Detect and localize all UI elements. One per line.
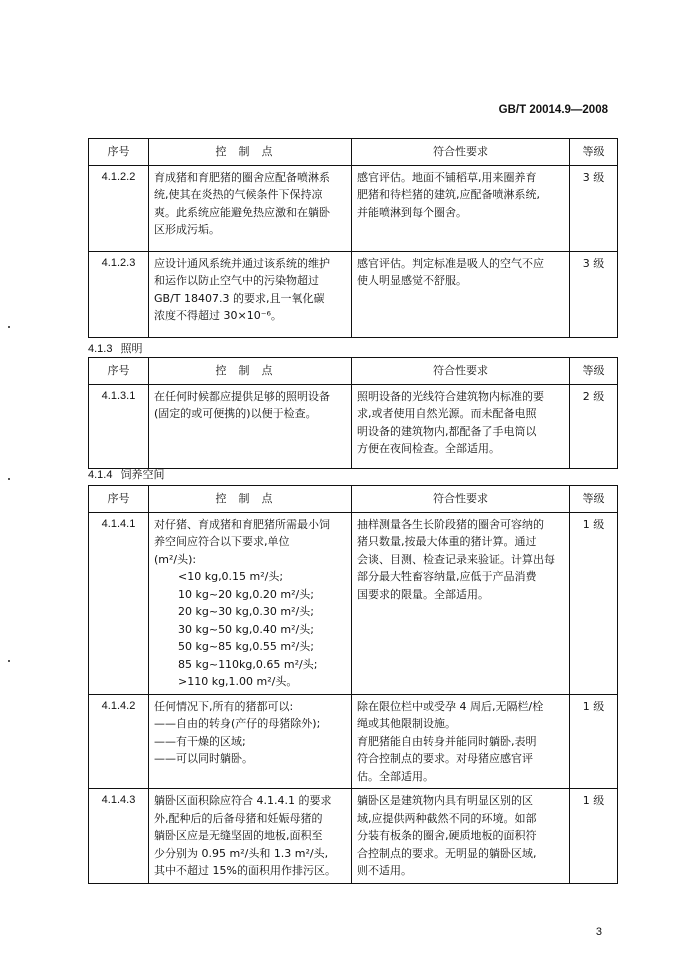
table-row	[89, 789, 618, 884]
col-header-control-point: 控制点	[149, 486, 352, 513]
space-requirement-item: 30 kg~50 kg,0.40 m²/头;	[178, 622, 314, 636]
table-header-row	[89, 486, 618, 513]
row-number: 4.1.4.3	[89, 789, 149, 884]
col-header-grade: 等级	[570, 486, 618, 513]
table-row	[89, 512, 618, 694]
col-header-control-point: 控制点	[149, 358, 352, 385]
col-header-no: 序号	[89, 358, 149, 385]
standard-code: GB/T 20014.9—2008	[498, 104, 608, 116]
grade-cell: 3 级	[570, 251, 618, 337]
control-point-cell: 对仔猪、育成猪和育肥猪所需最小饲 养空间应符合以下要求,单位 (m²/头): <10 kg,0.15 m²/头; 10 kg~20 kg,0.20 m²/头; 20 kg~30 kg,0.30 m²/头; 30 kg~50 kg,0.40 m²/头; 50 kg~85 kg,0.55 m²/头; 85 kg~110kg,0.65 m²/头; >110 kg,1.00 m²/头。	[149, 512, 352, 694]
compliance-cell: 感官评估。地面不铺稻草,用来圈养育 肥猪和待栏猪的建筑,应配备喷淋系统, 并能喷淋到每个圈舍。	[352, 165, 570, 251]
table-4-1-3	[88, 357, 618, 469]
control-point-cell: 应设计通风系统并通过该系统的维护 和运作以防止空气中的污染物超过 GB/T 18407.3 的要求,且一氧化碳 浓度不得超过 30×10⁻⁶。	[149, 251, 352, 337]
section-heading-feeding-space: 4.1.4 饲养空间	[88, 468, 165, 481]
col-header-grade: 等级	[570, 358, 618, 385]
grade-cell: 1 级	[570, 512, 618, 694]
compliance-cell: 除在限位栏中或受孕 4 周后,无隔栏/栓 绳或其他限制设施。 育肥猪能自由转身并能同时躺卧,表明 符合控制点的要求。对母猪应感官评 估。全部适用。	[352, 694, 570, 789]
page-number: 3	[595, 926, 602, 938]
compliance-cell: 抽样测量各生长阶段猪的圈舍可容纳的 猪只数量,按最大体重的猪计算。通过 会谈、目测、检查记录来验证。计算出每 部分最大牲畜容纳量,应低于产品消费 国要求的限量。全部适用。	[352, 512, 570, 694]
scan-margin-mark	[8, 326, 10, 328]
space-requirement-item: 85 kg~110kg,0.65 m²/头;	[178, 657, 318, 671]
control-point-cell: 育成猪和育肥猪的圈舍应配备喷淋系 统,使其在炎热的气候条件下保持凉 爽。此系统应能避免热应激和在躺卧 区形成污垢。	[149, 165, 352, 251]
section-heading-lighting: 4.1.3 照明	[88, 342, 143, 355]
scan-margin-mark	[8, 478, 10, 480]
space-requirement-item: <10 kg,0.15 m²/头;	[178, 570, 284, 583]
space-requirement-item: 50 kg~85 kg,0.55 m²/头;	[178, 640, 314, 653]
col-header-grade: 等级	[570, 139, 618, 166]
col-header-control-point: 控制点	[149, 139, 352, 166]
control-point-cell: 任何情况下,所有的猪都可以: ——自由的转身(产仔的母猪除外); ——有干燥的区域; ——可以同时躺卧。	[149, 694, 352, 789]
row-number: 4.1.3.1	[89, 384, 149, 468]
table-row	[89, 384, 618, 468]
compliance-cell: 感官评估。判定标准是吸人的空气不应 使人明显感觉不舒服。	[352, 251, 570, 337]
col-header-no: 序号	[89, 139, 149, 166]
col-header-compliance: 符合性要求	[352, 139, 570, 166]
grade-cell: 3 级	[570, 165, 618, 251]
table-header-row	[89, 139, 618, 166]
row-number: 4.1.4.1	[89, 512, 149, 694]
table-4-1-2	[88, 138, 618, 338]
control-point-cell: 躺卧区面积除应符合 4.1.4.1 的要求 外,配种后的后备母猪和妊娠母猪的 躺卧区应是无缝坚固的地板,面积至 少分别为 0.95 m²/头和 1.3 m²/头, 其中不超过 15%的面积用作排污区。	[149, 789, 352, 884]
space-requirement-item: >110 kg,1.00 m²/头。	[178, 675, 298, 688]
space-requirement-item: 10 kg~20 kg,0.20 m²/头;	[178, 587, 314, 601]
table-header-row	[89, 358, 618, 385]
grade-cell: 1 级	[570, 789, 618, 884]
table-row	[89, 694, 618, 789]
compliance-cell: 躺卧区是建筑物内具有明显区别的区 域,应提供两种截然不同的环境。如部 分装有板条的圈舍,硬质地板的面积符 合控制点的要求。无明显的躺卧区域, 则不适用。	[352, 789, 570, 884]
table-4-1-4	[88, 485, 618, 884]
row-number: 4.1.4.2	[89, 694, 149, 789]
control-point-cell: 在任何时候都应提供足够的照明设备 (固定的或可便携的)以便于检查。	[149, 384, 352, 468]
grade-cell: 2 级	[570, 384, 618, 468]
col-header-compliance: 符合性要求	[352, 358, 570, 385]
row-number: 4.1.2.2	[89, 165, 149, 251]
compliance-cell: 照明设备的光线符合建筑物内标准的要 求,或者使用自然光源。而未配备电照 明设备的建筑物内,都配备了手电筒以 方便在夜间检查。全部适用。	[352, 384, 570, 468]
grade-cell: 1 级	[570, 694, 618, 789]
scan-margin-mark	[8, 660, 10, 662]
row-number: 4.1.2.3	[89, 251, 149, 337]
col-header-compliance: 符合性要求	[352, 486, 570, 513]
table-row	[89, 251, 618, 337]
table-row	[89, 165, 618, 251]
col-header-no: 序号	[89, 486, 149, 513]
space-requirement-item: 20 kg~30 kg,0.30 m²/头;	[178, 605, 314, 618]
